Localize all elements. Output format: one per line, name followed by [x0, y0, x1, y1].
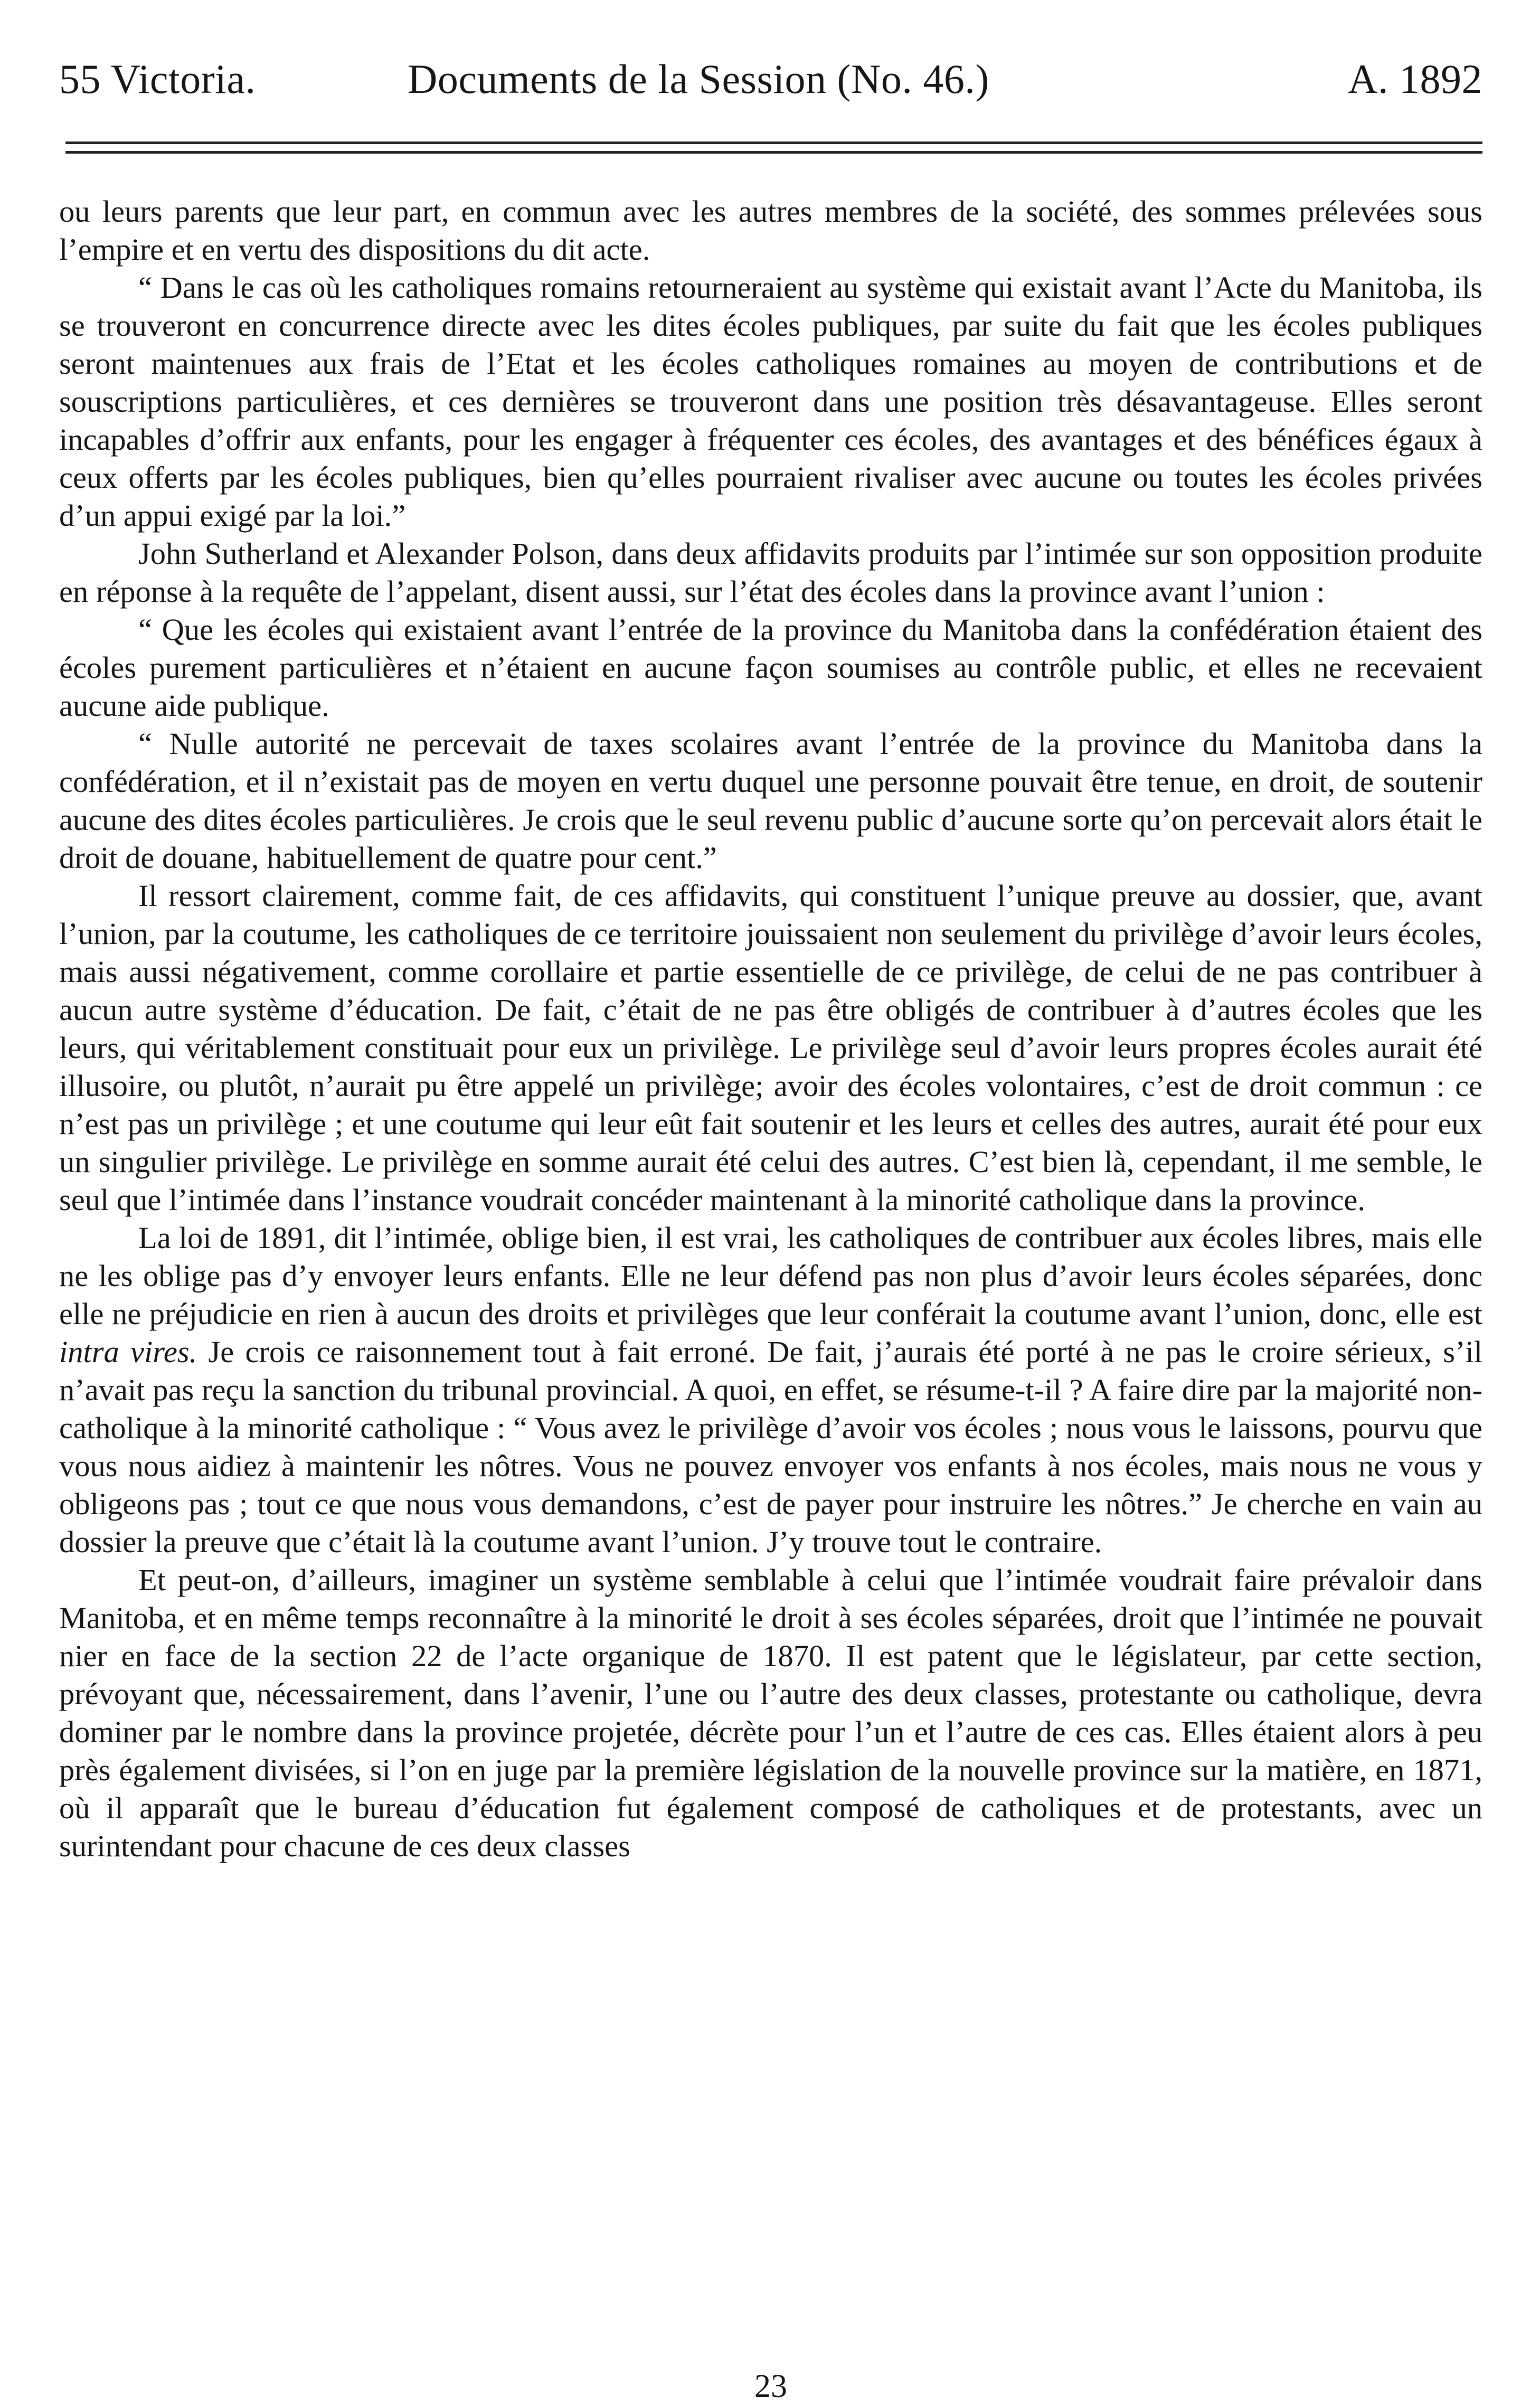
paragraph-7-part-2: Je crois ce raisonnement tout à fait erroné. De fait, j’aurais été porté à ne pas le croire sérieux, s’il n’avait pas reçu la sanction du tribunal provincial. A quoi, en effet, se résume-t-il ? A faire dire par la majorité non-catholique à la minorité catholique : “ Vous avez le privilège d’avoir vos écoles ; nous vous le laissons, pourvu que vous nous aidiez à maintenir les nôtres. Vous ne pouvez envoyer vos enfants à nos écoles, mais nous ne vous y obligeons pas ; tout ce que nous vous demandons, c’est de payer pour instruire les nôtres.” Je cherche en vain au dossier la preuve que c’était là la coutume avant l’union. J’y trouve tout le contraire.: [59, 1335, 1482, 1559]
paragraph-4-quote: “ Que les écoles qui existaient avant l’entrée de la province du Manitoba dans la confédération étaient des écoles purement particulières et n’étaient en aucune façon soumises au contrôle public, et elles ne recevaient aucune aide publique.: [59, 612, 1482, 723]
paragraph-8: Et peut-on, d’ailleurs, imaginer un système semblable à celui que l’intimée voudrait faire prévaloir dans Manitoba, et en même temps reconnaître à la minorité le droit à ses écoles séparées, droit que l’intimée ne pouvait nier en face de la section 22 de l’acte organique de 1870. Il est patent que le législateur, par cette section, prévoyant que, nécessairement, dans l’avenir, l’une ou l’autre des deux classes, protestante ou catholique, devra dominer par le nombre dans la province projetée, décrète pour l’un et l’autre de ces cas. Elles étaient alors à peu près également divisées, si l’on en juge par la première législation de la nouvelle province sur la matière, en 1871, où il apparaît que le bureau d’éducation fut également composé de catholiques et de protestants, avec un surintendant pour chacune de ces deux classes: [59, 1563, 1482, 1863]
body-text: [59, 193, 1482, 1865]
paragraph-6: Il ressort clairement, comme fait, de ces affidavits, qui constituent l’unique preuve au dossier, que, avant l’union, par la coutume, les catholiques de ce territoire jouissaient non seulement du privilège d’avoir leurs écoles, mais aussi négativement, comme corollaire et partie essentielle de ce privilège, de celui de ne pas contribuer à aucun autre système d’éducation. De fait, c’était de ne pas être obligés de contribuer à d’autres écoles que les leurs, qui véritablement constituait pour eux un privilège. Le privilège seul d’avoir leurs propres écoles aurait été illusoire, ou plutôt, n’aurait pu être appelé un privilège; avoir des écoles volontaires, c’est de droit commun : ce n’est pas un privilège ; et une coutume qui leur eût fait soutenir et les leurs et celles des autres, aurait été pour eux un singulier privilège. Le privilège en somme aurait été celui des autres. C’est bien là, cependant, il me semble, le seul que l’intimée dans l’instance voudrait concéder maintenant à la minorité catholique dans la province.: [59, 879, 1482, 1217]
paragraph-1: ou leurs parents que leur part, en commun avec les autres membres de la société, des sommes prélevées sous l’empire et en vertu des dispositions du dit acte.: [59, 194, 1482, 267]
paragraph-7-part-1: La loi de 1891, dit l’intimée, oblige bien, il est vrai, les catholiques de contribuer aux écoles libres, mais elle ne les oblige pas d’y envoyer leurs enfants. Elle ne leur défend pas non plus d’avoir leurs écoles séparées, donc elle ne préjudicie en rien à aucun des droits et privilèges que leur conférait la coutume avant l’union, donc, elle est: [59, 1221, 1482, 1331]
paragraph-5-quote: “ Nulle autorité ne percevait de taxes scolaires avant l’entrée de la province du Manitoba dans la confédération, et il n’existait pas de moyen en vertu duquel une personne pouvait être tenue, en droit, de soutenir aucune des dites écoles particulières. Je crois que le seul revenu public d’aucune sorte qu’on percevait alors était le droit de douane, habituellement de quatre pour cent.”: [59, 726, 1482, 875]
paragraph-3: John Sutherland et Alexander Polson, dans deux affidavits produits par l’intimée sur son opposition produite en réponse à la requête de l’appelant, disent aussi, sur l’état des écoles dans la province avant l’union :: [59, 536, 1482, 609]
running-header: [59, 48, 1482, 111]
header-volume: 55 Victoria.: [59, 56, 256, 102]
page-number: 23: [754, 2368, 787, 2404]
paragraph-2-quote: “ Dans le cas où les catholiques romains retourneraient au système qui existait avant l’Acte du Manitoba, ils se trouveront en concurrence directe avec les dites écoles publiques, par suite du fait que les écoles publiques seront maintenues aux frais de l’Etat et les écoles catholiques romaines au moyen de contributions et de souscriptions particulières, et ces dernières se trouveront dans une position très désavantageuse. Elles seront incapables d’offrir aux enfants, pour les engager à fréquenter ces écoles, des avantages et des bénéfices égaux à ceux offerts par les écoles publiques, bien qu’elles pourraient rivaliser avec aucune ou toutes les écoles privées d’un appui exigé par la loi.”: [59, 270, 1482, 533]
header-title: Documents de la Session (No. 46.): [408, 56, 989, 102]
header-rule-top: [65, 141, 1482, 144]
paragraph-7: [59, 1219, 1482, 1561]
italic-intra-vires: intra vires.: [59, 1335, 197, 1369]
header-year: A. 1892: [1348, 56, 1482, 102]
header-rule-bottom: [65, 151, 1482, 154]
document-page: [59, 48, 1482, 2404]
